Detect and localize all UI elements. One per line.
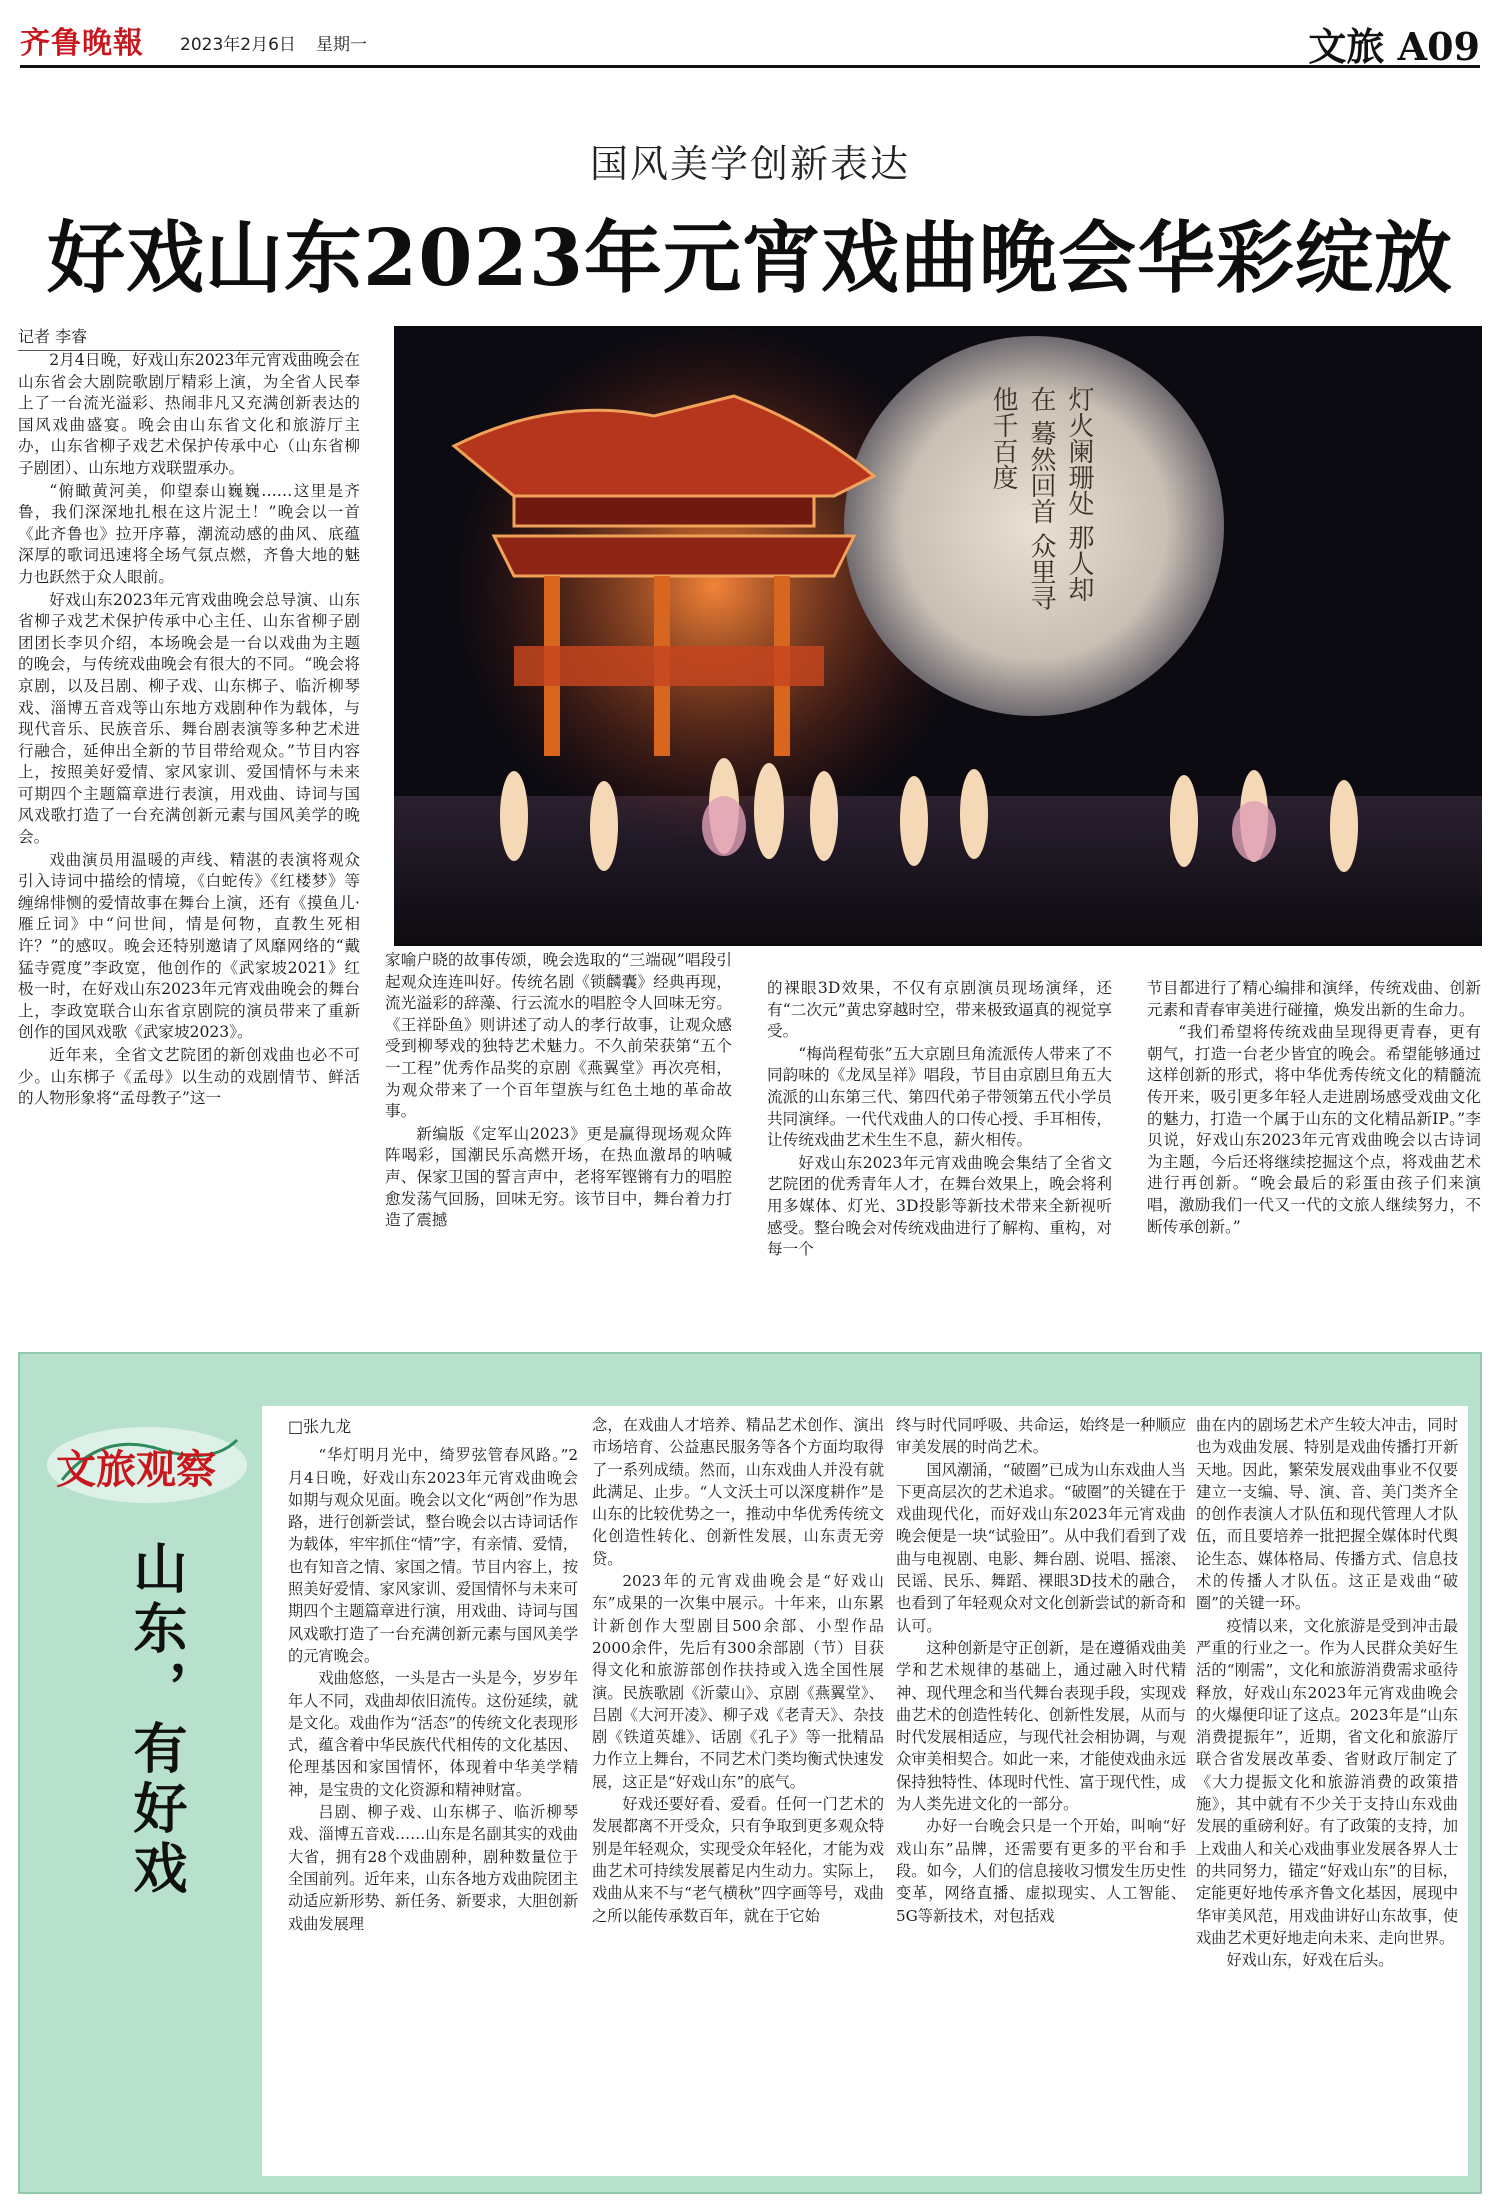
issue-weekday: 星期一 <box>316 35 367 55</box>
commentary-title: 山东，有好戏 <box>125 1540 189 1900</box>
article-column-1 <box>18 350 360 1280</box>
article-column-4 <box>1147 978 1481 1280</box>
article-paragraph: 好戏山东2023年元宵戏曲晚会集结了全省文艺院团的优秀青年人才，在舞台效果上，晚会将利用多媒体、灯光、3D投影等新技术带来全新视听感受。整台晚会对传统戏曲进行了解构、重构，对每一个 <box>767 1153 1112 1259</box>
article-paragraph: 好戏山东2023年元宵戏曲晚会总导演、山东省柳子戏艺术保护传承中心主任、山东省柳子剧团团长李贝介绍，本场晚会是一台以戏曲为主题的晚会，与传统戏曲晚会有很大的不同。“晚会将京剧，以及吕剧、柳子戏、山东梆子、临沂柳琴戏、淄博五音戏等山东地方戏剧种作为载体，与现代音乐、民族音乐、舞台剧表演等多种艺术进行融合，延伸出全新的节目带给观众。”节目内容上，按照美好爱情、家风家训、爱国情怀与未来可期四个主题篇章进行表演，用戏曲、诗词与国风戏歌打造了一台充满创新元素与国风美学的晚会。 <box>18 590 360 847</box>
newspaper-logo: 齐鲁晚報 <box>20 26 144 61</box>
stage-photo <box>394 326 1482 946</box>
commentary-paragraph: 曲在内的剧场艺术产生较大冲击，同时也为戏曲发展、特别是戏曲传播打开新天地。因此，繁荣发展戏曲事业不仅要建立一支编、导、演、音、美门类齐全的创作表演人才队伍和现代管理人才队伍，而且要培养一批把握全媒体时代舆论生态、媒体格局、传播方式、信息技术的传播人才队伍。这正是戏曲“破圈”的关键一环。 <box>1196 1416 1458 1613</box>
article-headline: 好戏山东2023年元宵戏曲晚会华彩绽放 <box>46 213 1454 304</box>
article-paragraph: “俯瞰黄河美，仰望泰山巍巍……这里是齐鲁，我们深深地扎根在这片泥土！”晚会以一首《此齐鲁也》拉开序幕，潮流动感的曲风、底蕴深厚的歌词迅速将全场气氛点燃，齐鲁大地的魅力也跃然于众人眼前。 <box>18 481 360 586</box>
commentary-column-1 <box>288 1416 578 2166</box>
issue-date: 2023年2月6日 <box>180 35 296 55</box>
photo-calligraphy: 灯火阑珊处 那人却在 蓦然回首 众里寻他千百度 <box>988 386 1094 611</box>
article-paragraph: 2月4日晚，好戏山东2023年元宵戏曲晚会在山东省会大剧院歌剧厅精彩上演，为全省人民奉上了一台流光溢彩、热闹非凡又充满创新表达的国风戏曲盛宴。晚会由山东省文化和旅游厅主办，山东省柳子戏艺术保护传承中心（山东省柳子剧团）、山东地方戏联盟承办。 <box>18 351 360 477</box>
commentary-paragraph: 戏曲悠悠，一头是古一头是今，岁岁年年人不同，戏曲却依旧流传。这份延续，就是文化。戏曲作为“活态”的传统文化表现形式，蕴含着中华民族代代相传的文化基因、伦理基因和家国情怀，体现着中华美学精神，是宝贵的文化资源和精神财富。 <box>288 1669 578 1799</box>
article-paragraph: 新编版《定军山2023》更是赢得现场观众阵阵喝彩，国潮民乐高燃开场，在热血激昂的呐喊声、保家卫国的誓言声中，老将军铿锵有力的唱腔愈发荡气回肠，回味无穷。该节目中，舞台着力打造了震撼 <box>385 1124 732 1230</box>
commentary-paragraph: 疫情以来，文化旅游是受到冲击最严重的行业之一。作为人民群众美好生活的“刚需”，文化和旅游消费需求亟待释放，好戏山东2023年元宵戏曲晚会的火爆便印证了这点。2023年是“山东消费提振年”，近期，省文化和旅游厅联合省发展改革委、省财政厅制定了《大力提振文化和旅游消费的政策措施》，其中就有不少关于支持山东戏曲发展的重磅利好。有了政策的支持，加上戏曲人和关心戏曲事业发展各界人士的共同努力，锚定“好戏山东”的目标，定能更好地传承齐鲁文化基因，展现中华审美风范，用戏曲讲好山东故事，使戏曲艺术更好地走向未来、走向世界。 <box>1196 1616 1458 1947</box>
article-paragraph: 节目都进行了精心编排和演绎，传统戏曲、创新元素和青春审美进行碰撞，焕发出新的生命力。 <box>1147 979 1481 1019</box>
article-paragraph: 近年来，全省文艺院团的新创戏曲也必不可少。山东梆子《孟母》以生动的戏剧情节、鲜活的人物形象将“孟母教子”这一 <box>18 1046 360 1108</box>
column-logo-text: 文旅观察 <box>56 1446 216 1493</box>
commentary-paragraph: 国风潮涌，“破圈”已成为山东戏曲人当下更高层次的艺术追求。“破圈”的关键在于戏曲现代化，而好戏山东2023年元宵戏曲晚会便是一块“试验田”。从中我们看到了戏曲与电视剧、电影、舞台剧、说唱、摇滚、民谣、民乐、舞蹈、裸眼3D技术的融合，也看到了年轻观众对文化创新尝试的新奇和认可。 <box>896 1460 1186 1635</box>
commentary-column-4 <box>1196 1414 1458 2166</box>
article-paragraph: “梅尚程荀张”五大京剧旦角流派传人带来了不同韵味的《龙凤呈祥》唱段，节目由京剧旦角五大流派的山东第三代、第四代弟子带领第五代小学员共同演绎。一代代戏曲人的口传心授、手耳相传，让传统戏曲艺术生生不息，薪火相传。 <box>767 1044 1112 1150</box>
commentary-paragraph: 这种创新是守正创新，是在遵循戏曲美学和艺术规律的基础上，通过融入时代精神、现代理念和当代舞台表现手段，实现戏曲艺术的创造性转化、创新性发展，从而与时代发展相适应，与现代社会相协调，与观众审美相契合。如此一来，才能使戏曲永远保持独特性、体现时代性、富于现代性，成为人类先进文化的一部分。 <box>896 1638 1186 1814</box>
stage-photo-illustration <box>394 326 1482 946</box>
commentary-column-2 <box>592 1414 884 2166</box>
article-paragraph: 家喻户晓的故事传颂，晚会选取的“三端砚”唱段引起观众连连叫好。传统名剧《锁麟囊》经典再现，流光溢彩的辞藻、行云流水的唱腔令人回味无穷。《王祥卧鱼》则讲述了动人的孝行故事，让观众感受到柳琴戏的独特艺术魅力。不久前荣获第“五个一工程”优秀作品奖的京剧《燕翼堂》再次亮相，为观众带来了一个百年望族与红色土地的革命故事。 <box>385 951 732 1121</box>
article-byline: 记者 李睿 <box>18 324 340 351</box>
commentary-paragraph: 办好一台晚会只是一个开始，叫响“好戏山东”品牌，还需要有更多的平台和手段。如今，人们的信息接收习惯发生历史性变革，网络直播、虚拟现实、人工智能、5G等新技术，对包括戏 <box>896 1817 1186 1925</box>
commentary-paragraph: 2023年的元宵戏曲晚会是“好戏山东”成果的一次集中展示。十年来，山东累计新创作大型剧目500余部、小型作品2000余件，先后有300余部剧（节）目获得文化和旅游部创作扶持或入选全国性展演。民族歌剧《沂蒙山》、京剧《燕翼堂》、吕剧《大河开凌》、柳子戏《老青天》、杂技剧《铁道英雄》、话剧《孔子》等一批精品力作立上舞台，不同艺术门类均衡式快速发展，这正是“好戏山东”的底气。 <box>592 1572 884 1791</box>
section-page-label: 文旅 A09 <box>1308 24 1480 69</box>
article-kicker: 国风美学创新表达 <box>589 142 910 186</box>
commentary-paragraph: 好戏还要好看、爱看。任何一门艺术的发展都离不开受众，只有争取到更多观众特别是年轻观众，实现受众年轻化，才能为戏曲艺术可持续发展蓄足内生动力。实际上，戏曲从来不与“老气横秋”四字画等号，戏曲之所以能传承数百年，就在于它始 <box>592 1795 884 1925</box>
article-paragraph: 的裸眼3D效果，不仅有京剧演员现场演绎，还有“二次元”黄忠穿越时空，带来极致逼真的视觉享受。 <box>767 979 1112 1041</box>
masthead <box>20 14 1480 68</box>
commentary-author: □张九龙 <box>288 1417 352 1436</box>
commentary-paragraph: 念，在戏曲人才培养、精品艺术创作、演出市场培育、公益惠民服务等各个方面均取得了一系列成绩。然而，山东戏曲人并没有就此满足、止步。“人文沃土可以深度耕作”是山东的比较优势之一，推动中华优秀传统文化创造性转化、创新性发展，山东责无旁贷。 <box>592 1416 884 1568</box>
commentary-column-3 <box>896 1414 1186 2166</box>
article-column-2 <box>385 950 732 1280</box>
commentary-paragraph: “华灯明月光中，绮罗弦管春风路。”2月4日晚，好戏山东2023年元宵戏曲晚会如期与观众见面。晚会以文化“两创”作为思路，进行创新尝试，整台晚会以古诗词话作为载体，牢牢抓住“情”字，有亲情、爱情，也有知音之情、家国之情。节目内容上，按照美好爱情、家风家训、爱国情怀与未来可期四个主题篇章进行演，用戏曲、诗词与国风戏歌打造了一台充满创新元素与国风美学的元宵晚会。 <box>288 1446 578 1665</box>
article-paragraph: 戏曲演员用温暖的声线、精湛的表演将观众引入诗词中描绘的情境，《白蛇传》《红楼梦》等缠绵悱恻的爱情故事在舞台上演，还有《摸鱼儿·雁丘词》中“问世间，情是何物，直教生死相许？”的感叹。晚会还特别邀请了风靡网络的“戴猛寺霓度”李政宽，他创作的《武家坡2021》红极一时，在好戏山东2023年元宵戏曲晚会的舞台上，李政宽联合山东省京剧院的演员带来了重新创作的国风戏歌《武家坡2023》。 <box>18 850 360 1042</box>
column-logo <box>42 1420 252 1506</box>
article-paragraph: “我们希望将传统戏曲呈现得更青春，更有朝气，打造一台老少皆宜的晚会。希望能够通过这样创新的形式，将中华优秀传统文化的精髓流传开来，吸引更多年轻人走进剧场感受戏曲文化的魅力，打造一个属于山东的文化精品新IP。”李贝说，好戏山东2023年元宵戏曲晚会以古诗词为主题，今后还将继续挖掘这个点，将戏曲艺术进行再创新。“晚会最后的彩蛋由孩子们来演唱，激励我们一代又一代的文旅人继续努力，不断传承创新。” <box>1147 1023 1481 1236</box>
commentary-paragraph: 终与时代同呼吸、共命运，始终是一种顺应审美发展的时尚艺术。 <box>896 1416 1186 1457</box>
commentary-paragraph: 吕剧、柳子戏、山东梆子、临沂柳琴戏、淄博五音戏……山东是名副其实的戏曲大省，拥有28个戏曲剧种，剧种数量位于全国前列。近年来，山东各地方戏曲院团主动适应新形势、新任务、新要求，大胆创新戏曲发展理 <box>288 1803 578 1933</box>
article-column-3 <box>767 978 1112 1280</box>
commentary-paragraph: 好戏山东，好戏在后头。 <box>1226 1951 1394 1970</box>
